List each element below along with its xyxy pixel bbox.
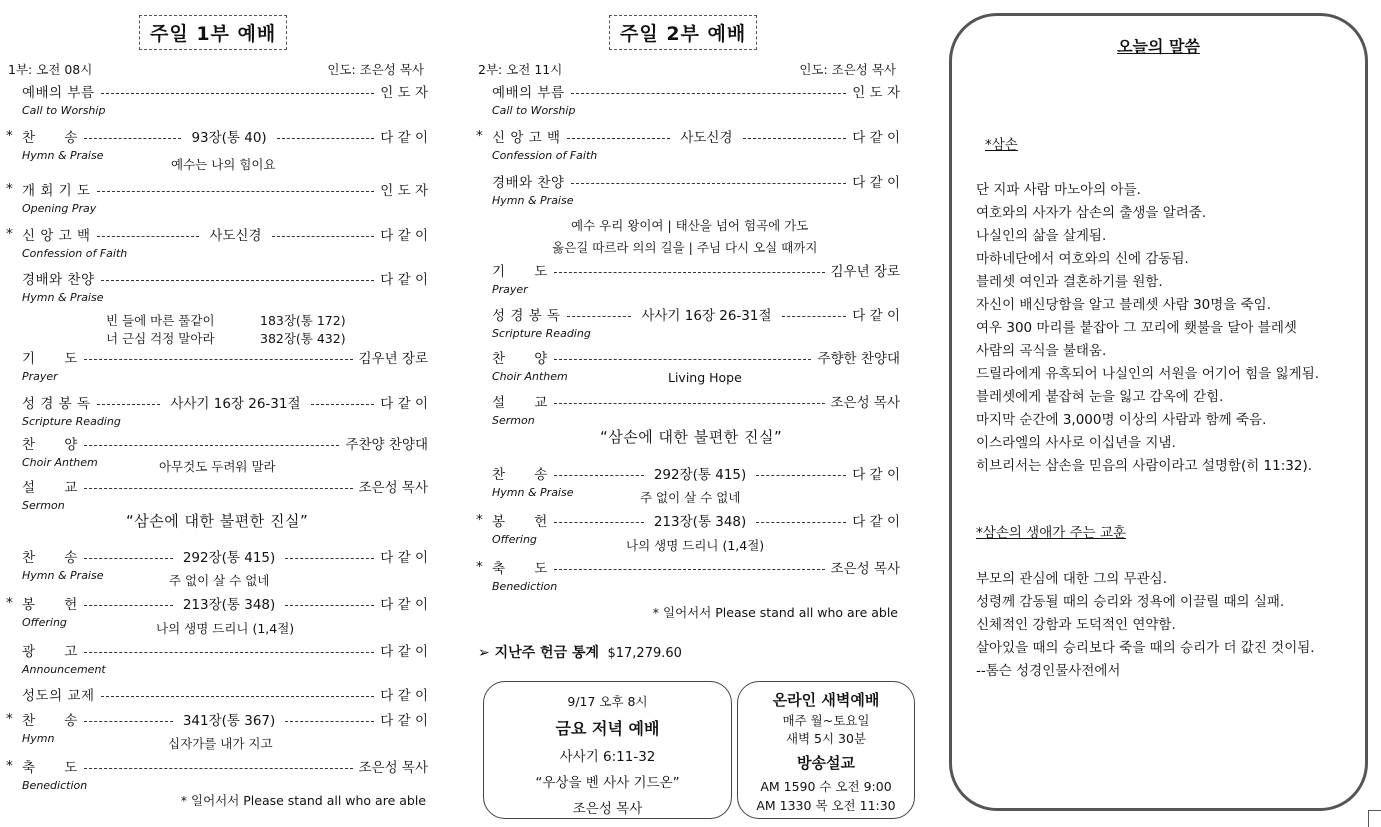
order-item-leader: 다 같 이 [380, 713, 429, 729]
dotted-leader [84, 558, 173, 559]
order-item-english: Benediction [22, 779, 88, 792]
order-item-english: Choir Anthem [492, 370, 568, 383]
order-item-label: 찬 양 [22, 437, 78, 453]
service2-order-row [476, 348, 900, 366]
word-lesson-line: 부모의 관심에 대한 그의 무관심. [976, 571, 1167, 587]
friday-passage: 사사기 6:11-32 [559, 749, 656, 765]
service1-offering-title: 나의 생명 드리니 (1,4절) [156, 621, 295, 636]
service2-praise-line2: 옳은길 따르라 의의 길을 | 주님 다시 오실 때까지 [552, 240, 818, 255]
word-samson-line: 블레셋에게 붙잡혀 눈을 잃고 감옥에 갇힘. [976, 389, 1224, 405]
order-item-label: 설 교 [22, 480, 78, 496]
service2-order-row [476, 305, 900, 323]
order-item-leader: 다 같 이 [380, 644, 428, 660]
service1-title: 주일 1부 예배 [139, 15, 287, 50]
order-item-label: 예배의 부름 [22, 85, 95, 101]
dotted-leader [101, 696, 375, 697]
order-item-detail: 213장(통 348) [182, 597, 276, 613]
order-item-leader: 조은성 목사 [830, 561, 900, 577]
order-item-label: 찬 송 [22, 713, 78, 729]
order-item-leader: 인 도 자 [380, 85, 428, 101]
order-item-english: Hymn & Praise [492, 194, 574, 207]
service2-offering-title: 나의 생명 드리니 (1,4절) [626, 538, 765, 553]
order-item-english: Call to Worship [22, 104, 106, 117]
dotted-leader [285, 721, 374, 722]
order-item-leader: 다 같 이 [380, 597, 429, 613]
dotted-leader [97, 191, 375, 192]
offering-stats-label: ➢ 지난주 헌금 통계 [478, 645, 600, 661]
service2-hymn292-title: 주 없이 살 수 없네 [640, 490, 741, 505]
service1-stand-note: * 일어서서 Please stand all who are able [180, 793, 426, 808]
service1-order-row [6, 180, 428, 198]
offering-stats-amount: $17,279.60 [607, 646, 682, 661]
service2-leader: 인도: 조은성 목사 [799, 62, 896, 77]
service1-order-row [6, 547, 428, 565]
dotted-leader [101, 93, 375, 94]
order-item-english: Call to Worship [492, 104, 576, 117]
dotted-leader [97, 236, 200, 237]
service1-order-row [6, 269, 428, 287]
order-item-leader: 김우년 장로 [358, 351, 428, 367]
broadcast-title: 방송설교 [797, 754, 855, 772]
order-item-label: 성도의 교제 [22, 688, 95, 704]
order-item-english: Hymn [22, 732, 55, 745]
order-item-label: 신 앙 고 백 [22, 228, 91, 244]
dotted-leader [554, 403, 825, 404]
service1-hymn292-title: 주 없이 살 수 없네 [169, 573, 270, 588]
order-item-leader: 인 도 자 [380, 183, 428, 199]
service2-order-row [476, 558, 900, 576]
word-samson-line: 자신이 배신당함을 알고 블레셋 사람 30명을 죽임. [976, 297, 1271, 313]
service2-order-row [476, 511, 900, 529]
service1-order-row [6, 594, 428, 612]
offering-stats [478, 642, 682, 662]
word-samson-line: 마하네단에서 여호와의 신에 감동됨. [976, 251, 1189, 267]
order-item-label: 기 도 [492, 264, 548, 280]
online-service-box [737, 681, 915, 819]
friday-preacher: 조은성 목사 [572, 801, 643, 817]
service1-order-row [6, 82, 428, 100]
order-item-leader: 다 같 이 [380, 688, 428, 704]
order-item-leader: 인 도 자 [852, 85, 900, 101]
order-item-leader: 다 같 이 [380, 396, 428, 412]
order-item-label: 개 회 기 도 [22, 183, 91, 199]
service1-order-row [6, 348, 428, 366]
service1-praise2-title: 너 근심 걱정 말아라 [106, 331, 215, 346]
order-item-leader: 조은성 목사 [830, 395, 900, 411]
word-samson-line: 여호와의 사자가 삼손의 출생을 알려줌. [976, 205, 1207, 221]
order-item-english: Sermon [22, 499, 65, 512]
service1-praise1-number: 183장(통 172) [260, 313, 346, 328]
order-item-english: Hymn & Praise [492, 486, 574, 499]
dotted-leader [84, 138, 182, 139]
order-item-leader: 다 같 이 [380, 130, 429, 146]
dotted-leader [277, 138, 375, 139]
order-item-label: 경배와 찬양 [22, 272, 95, 288]
service2-order-row [476, 172, 900, 190]
service1-order-row [6, 477, 428, 495]
order-item-leader: 다 같 이 [380, 272, 428, 288]
order-item-leader: 다 같 이 [852, 130, 900, 146]
standing-mark: * [476, 128, 483, 144]
order-item-label: 성 경 봉 독 [492, 308, 561, 324]
dotted-leader [782, 316, 847, 317]
word-heading-samson: *삼손 [985, 137, 1018, 153]
service2-sermon-title: “삼손에 대한 불편한 진실” [600, 428, 783, 446]
standing-mark: * [6, 181, 13, 197]
dotted-leader [567, 316, 632, 317]
order-item-english: Confession of Faith [22, 247, 128, 260]
dotted-leader [554, 272, 825, 273]
standing-mark: * [476, 559, 483, 575]
order-item-english: Hymn & Praise [22, 149, 104, 162]
word-samson-line: 블레셋 여인과 결혼하기를 원함. [976, 274, 1163, 290]
order-item-english: Announcement [22, 663, 106, 676]
dotted-leader [554, 569, 825, 570]
order-item-leader: 다 같 이 [852, 514, 901, 530]
order-item-label: 기 도 [22, 351, 78, 367]
word-lesson-line: 성령께 감동될 때의 승리와 정욕에 이끌릴 때의 실패. [976, 594, 1285, 610]
dotted-leader [571, 183, 847, 184]
dotted-leader [285, 605, 374, 606]
standing-mark: * [476, 512, 483, 528]
order-item-english: Sermon [492, 414, 535, 427]
service2-time: 2부: 오전 11시 [478, 62, 563, 77]
order-item-leader: 다 같 이 [852, 308, 900, 324]
service1-praise2-number: 382장(통 432) [260, 331, 346, 346]
online-title: 온라인 새벽예배 [772, 691, 880, 709]
dotted-leader [84, 652, 374, 653]
service1-time: 1부: 오전 08시 [8, 62, 93, 77]
todays-word-title: 오늘의 말씀 [1117, 37, 1200, 56]
order-item-detail: 사사기 16장 26-31절 [641, 308, 772, 324]
service2-order-row [476, 82, 900, 100]
service1-leader: 인도: 조은성 목사 [327, 62, 424, 77]
order-item-detail: 341장(통 367) [182, 713, 276, 729]
dotted-leader [84, 721, 173, 722]
dotted-leader [84, 605, 173, 606]
order-item-detail: 213장(통 348) [653, 514, 747, 530]
online-days: 매주 월~토요일 [782, 713, 870, 728]
order-item-label: 찬 송 [22, 130, 78, 146]
order-item-english: Benediction [492, 580, 558, 593]
order-item-detail: 292장(통 415) [182, 550, 276, 566]
order-item-detail: 93장(통 40) [191, 130, 267, 146]
order-item-label: 예배의 부름 [492, 85, 565, 101]
word-samson-line: 나실인의 삶을 살게됨. [976, 228, 1107, 244]
order-item-english: Confession of Faith [492, 149, 598, 162]
service1-order-row [6, 710, 428, 728]
service2-order-row [476, 127, 900, 145]
order-item-detail: 292장(통 415) [653, 467, 747, 483]
order-item-english: Hymn & Praise [22, 291, 104, 304]
order-item-label: 광 고 [22, 644, 78, 660]
word-samson-line: 여우 300 마리를 붙잡아 그 꼬리에 횃불을 달아 블레셋 [976, 320, 1297, 336]
word-lesson-line: 신체적인 강함과 도덕적인 연약함. [976, 617, 1176, 633]
service1-order-row [6, 434, 428, 452]
service1-order-row [6, 757, 428, 775]
order-item-english: Scripture Reading [22, 415, 121, 428]
service2-title: 주일 2부 예배 [609, 15, 757, 50]
order-item-leader: 다 같 이 [852, 467, 901, 483]
order-item-english: Prayer [22, 370, 58, 383]
dotted-leader [567, 138, 671, 139]
dotted-leader [272, 236, 375, 237]
dotted-leader [285, 558, 374, 559]
order-item-label: 경배와 찬양 [492, 175, 565, 191]
order-item-label: 성 경 봉 독 [22, 396, 91, 412]
dotted-leader [84, 768, 353, 769]
word-samson-line: 사람의 곡식을 불태움. [976, 343, 1107, 359]
order-item-english: Scripture Reading [492, 327, 591, 340]
word-lesson-line: --톰슨 성경인물사전에서 [976, 663, 1121, 679]
service2-praise-line1: 예수 우리 왕이여 | 태산을 넘어 험곡에 가도 [571, 218, 809, 233]
online-time: 새벽 5시 30분 [785, 731, 867, 746]
service1-order-row [6, 225, 428, 243]
dotted-leader [554, 475, 644, 476]
service2-order-row [476, 392, 900, 410]
dotted-leader [756, 475, 846, 476]
order-item-label: 봉 헌 [22, 597, 78, 613]
friday-service-box [483, 681, 732, 819]
dotted-leader [743, 138, 847, 139]
standing-mark: * [6, 711, 13, 727]
order-item-english: Offering [22, 616, 67, 629]
service1-hymn1-title: 예수는 나의 힘이요 [171, 157, 276, 172]
friday-time: 9/17 오후 8시 [567, 694, 648, 709]
broadcast-am1330: AM 1330 목 오전 11:30 [756, 798, 896, 813]
standing-mark: * [6, 595, 13, 611]
dotted-leader [97, 404, 161, 405]
page-corner-mark [1368, 810, 1381, 827]
order-item-label: 찬 송 [492, 467, 548, 483]
dotted-leader [101, 280, 375, 281]
service1-order-row [6, 685, 428, 703]
dotted-leader [554, 359, 812, 360]
order-item-leader: 다 같 이 [380, 228, 428, 244]
order-item-leader: 조은성 목사 [358, 760, 428, 776]
standing-mark: * [6, 758, 13, 774]
friday-subtitle: “우상을 벤 사사 기드온” [535, 775, 680, 791]
dotted-leader [311, 404, 375, 405]
order-item-english: Opening Pray [22, 202, 97, 215]
standing-mark: * [6, 226, 13, 242]
order-item-leader: 다 같 이 [852, 175, 900, 191]
order-item-english: Offering [492, 533, 537, 546]
word-samson-line: 단 지파 사람 마노아의 아들. [976, 182, 1141, 198]
word-samson-line: 드릴라에게 유혹되어 나실인의 서원을 어기어 힘을 잃게됨. [976, 366, 1320, 382]
service1-hymn341-title: 십자가를 내가 지고 [168, 736, 273, 751]
service2-order-row [476, 464, 900, 482]
todays-word-panel [949, 13, 1368, 811]
order-item-label: 축 도 [492, 561, 548, 577]
dotted-leader [554, 522, 644, 523]
order-item-detail: 사도신경 [680, 130, 733, 146]
order-item-english: Choir Anthem [22, 456, 98, 469]
service1-anthem-title: 아무것도 두려워 말라 [159, 459, 276, 474]
order-item-leader: 주향한 찬양대 [817, 351, 900, 367]
standing-mark: * [6, 128, 13, 144]
service1-sermon-title: “삼손에 대한 불편한 진실” [126, 512, 309, 530]
service2-order-row [476, 261, 900, 279]
order-item-leader: 다 같 이 [380, 550, 429, 566]
order-item-label: 찬 양 [492, 351, 548, 367]
service2-anthem-title: Living Hope [668, 370, 742, 385]
order-item-label: 축 도 [22, 760, 78, 776]
order-item-leader: 조은성 목사 [358, 480, 428, 496]
dotted-leader [756, 522, 846, 523]
order-item-detail: 사사기 16장 26-31절 [170, 396, 301, 412]
order-item-detail: 사도신경 [209, 228, 262, 244]
dotted-leader [84, 359, 353, 360]
word-lesson-line: 살아있을 때의 승리보다 죽을 때의 승리가 더 값진 것이됨. [976, 640, 1315, 656]
order-item-label: 신 앙 고 백 [492, 130, 561, 146]
friday-title: 금요 저녁 예배 [555, 719, 660, 738]
service1-order-row [6, 641, 428, 659]
service1-praise1-title: 빈 들에 마른 풀같이 [106, 313, 215, 328]
broadcast-am1590: AM 1590 수 오전 9:00 [760, 779, 892, 794]
dotted-leader [84, 488, 353, 489]
dotted-leader [84, 445, 340, 446]
order-item-leader: 김우년 장로 [830, 264, 900, 280]
order-item-leader: 주찬양 찬양대 [345, 437, 428, 453]
word-samson-line: 마지막 순간에 3,000명 이상의 사람과 함께 죽음. [976, 412, 1267, 428]
order-item-label: 찬 송 [22, 550, 78, 566]
service1-order-row [6, 127, 428, 145]
service2-stand-note: * 일어서서 Please stand all who are able [652, 605, 898, 620]
word-samson-line: 히브리서는 삼손을 믿음의 사람이라고 설명함(히 11:32). [976, 458, 1313, 474]
order-item-label: 봉 헌 [492, 514, 548, 530]
service1-order-row [6, 393, 428, 411]
order-item-english: Prayer [492, 283, 528, 296]
dotted-leader [571, 93, 847, 94]
order-item-label: 설 교 [492, 395, 548, 411]
word-heading-lessons: *삼손의 생애가 주는 교훈 [976, 525, 1127, 541]
order-item-english: Hymn & Praise [22, 569, 104, 582]
word-samson-line: 이스라엘의 사사로 이십년을 지냄. [976, 435, 1176, 451]
